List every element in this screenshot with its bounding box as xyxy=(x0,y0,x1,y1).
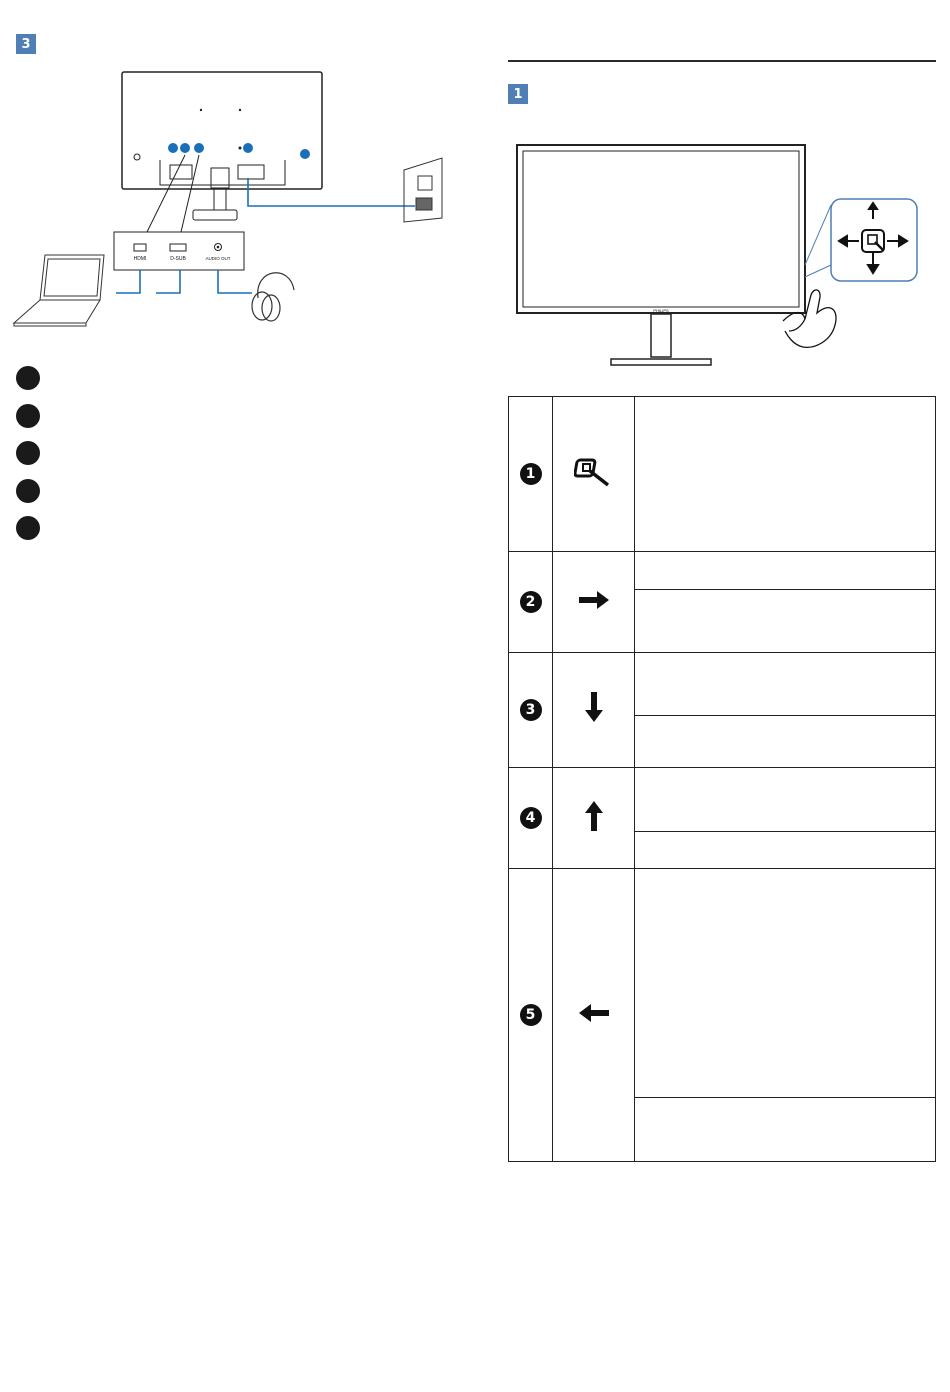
description-cell xyxy=(635,832,936,869)
arrow-down-icon xyxy=(584,690,604,724)
legend-item-2 xyxy=(16,404,40,428)
power-cable xyxy=(248,178,415,206)
monitor-brand: PHILIPS xyxy=(653,308,669,313)
step-3-badge xyxy=(16,34,36,54)
row-number-cell xyxy=(509,397,553,552)
marker-5 xyxy=(300,149,310,159)
description-cell xyxy=(635,869,936,1098)
table-row xyxy=(509,397,936,552)
description-cell xyxy=(635,1097,936,1161)
monitor-back xyxy=(122,72,322,220)
icon-cell xyxy=(553,869,635,1162)
hand-icon xyxy=(783,290,836,347)
description-cell xyxy=(635,589,936,652)
description-cell xyxy=(635,652,936,715)
row-number: 1 xyxy=(520,463,542,485)
headphones xyxy=(252,273,294,321)
row-number: 2 xyxy=(520,591,542,613)
laptop xyxy=(14,255,104,326)
description-cell xyxy=(635,397,936,552)
row-number: 4 xyxy=(520,807,542,829)
connection-diagram xyxy=(0,60,470,340)
table-row xyxy=(509,552,936,589)
audio-label: AUDIO OUT xyxy=(205,256,231,261)
hdmi-label: HDMI xyxy=(133,256,147,262)
marker-2 xyxy=(180,143,190,153)
port-markers xyxy=(168,143,310,159)
step-1-label: 1 xyxy=(513,86,523,102)
row-number-cell xyxy=(509,767,553,868)
table-row xyxy=(509,767,936,831)
marker-4 xyxy=(243,143,253,153)
icon-cell xyxy=(553,552,635,652)
step-1-badge xyxy=(508,84,528,104)
legend-item-1 xyxy=(16,366,40,390)
icon-cell xyxy=(553,397,635,552)
arrow-left-icon xyxy=(577,1003,611,1023)
row-number-cell xyxy=(509,652,553,767)
description-cell xyxy=(635,715,936,767)
arrow-up-icon xyxy=(584,799,604,833)
icon-cell xyxy=(553,652,635,767)
dsub-label: D-SUB xyxy=(170,256,186,262)
marker-3 xyxy=(194,143,204,153)
description-cell xyxy=(635,552,936,589)
table-row xyxy=(509,652,936,715)
wall-outlet xyxy=(404,158,442,222)
row-number-cell xyxy=(509,552,553,652)
control-table xyxy=(508,396,936,1162)
icon-cell xyxy=(553,767,635,868)
description-cell xyxy=(635,767,936,831)
section-divider xyxy=(508,60,936,62)
monitor-front-diagram xyxy=(505,135,925,375)
row-number-cell xyxy=(509,869,553,1162)
row-number: 3 xyxy=(520,699,542,721)
step-3-label: 3 xyxy=(21,36,31,52)
legend-item-3 xyxy=(16,441,40,465)
signal-cables xyxy=(116,270,252,293)
osd-menu-icon xyxy=(574,456,614,488)
legend-item-5 xyxy=(16,516,40,540)
legend-item-4 xyxy=(16,479,40,503)
marker-1 xyxy=(168,143,178,153)
table-row xyxy=(509,869,936,1098)
row-number: 5 xyxy=(520,1004,542,1026)
joystick-icon xyxy=(839,203,907,273)
arrow-right-icon xyxy=(577,590,611,610)
